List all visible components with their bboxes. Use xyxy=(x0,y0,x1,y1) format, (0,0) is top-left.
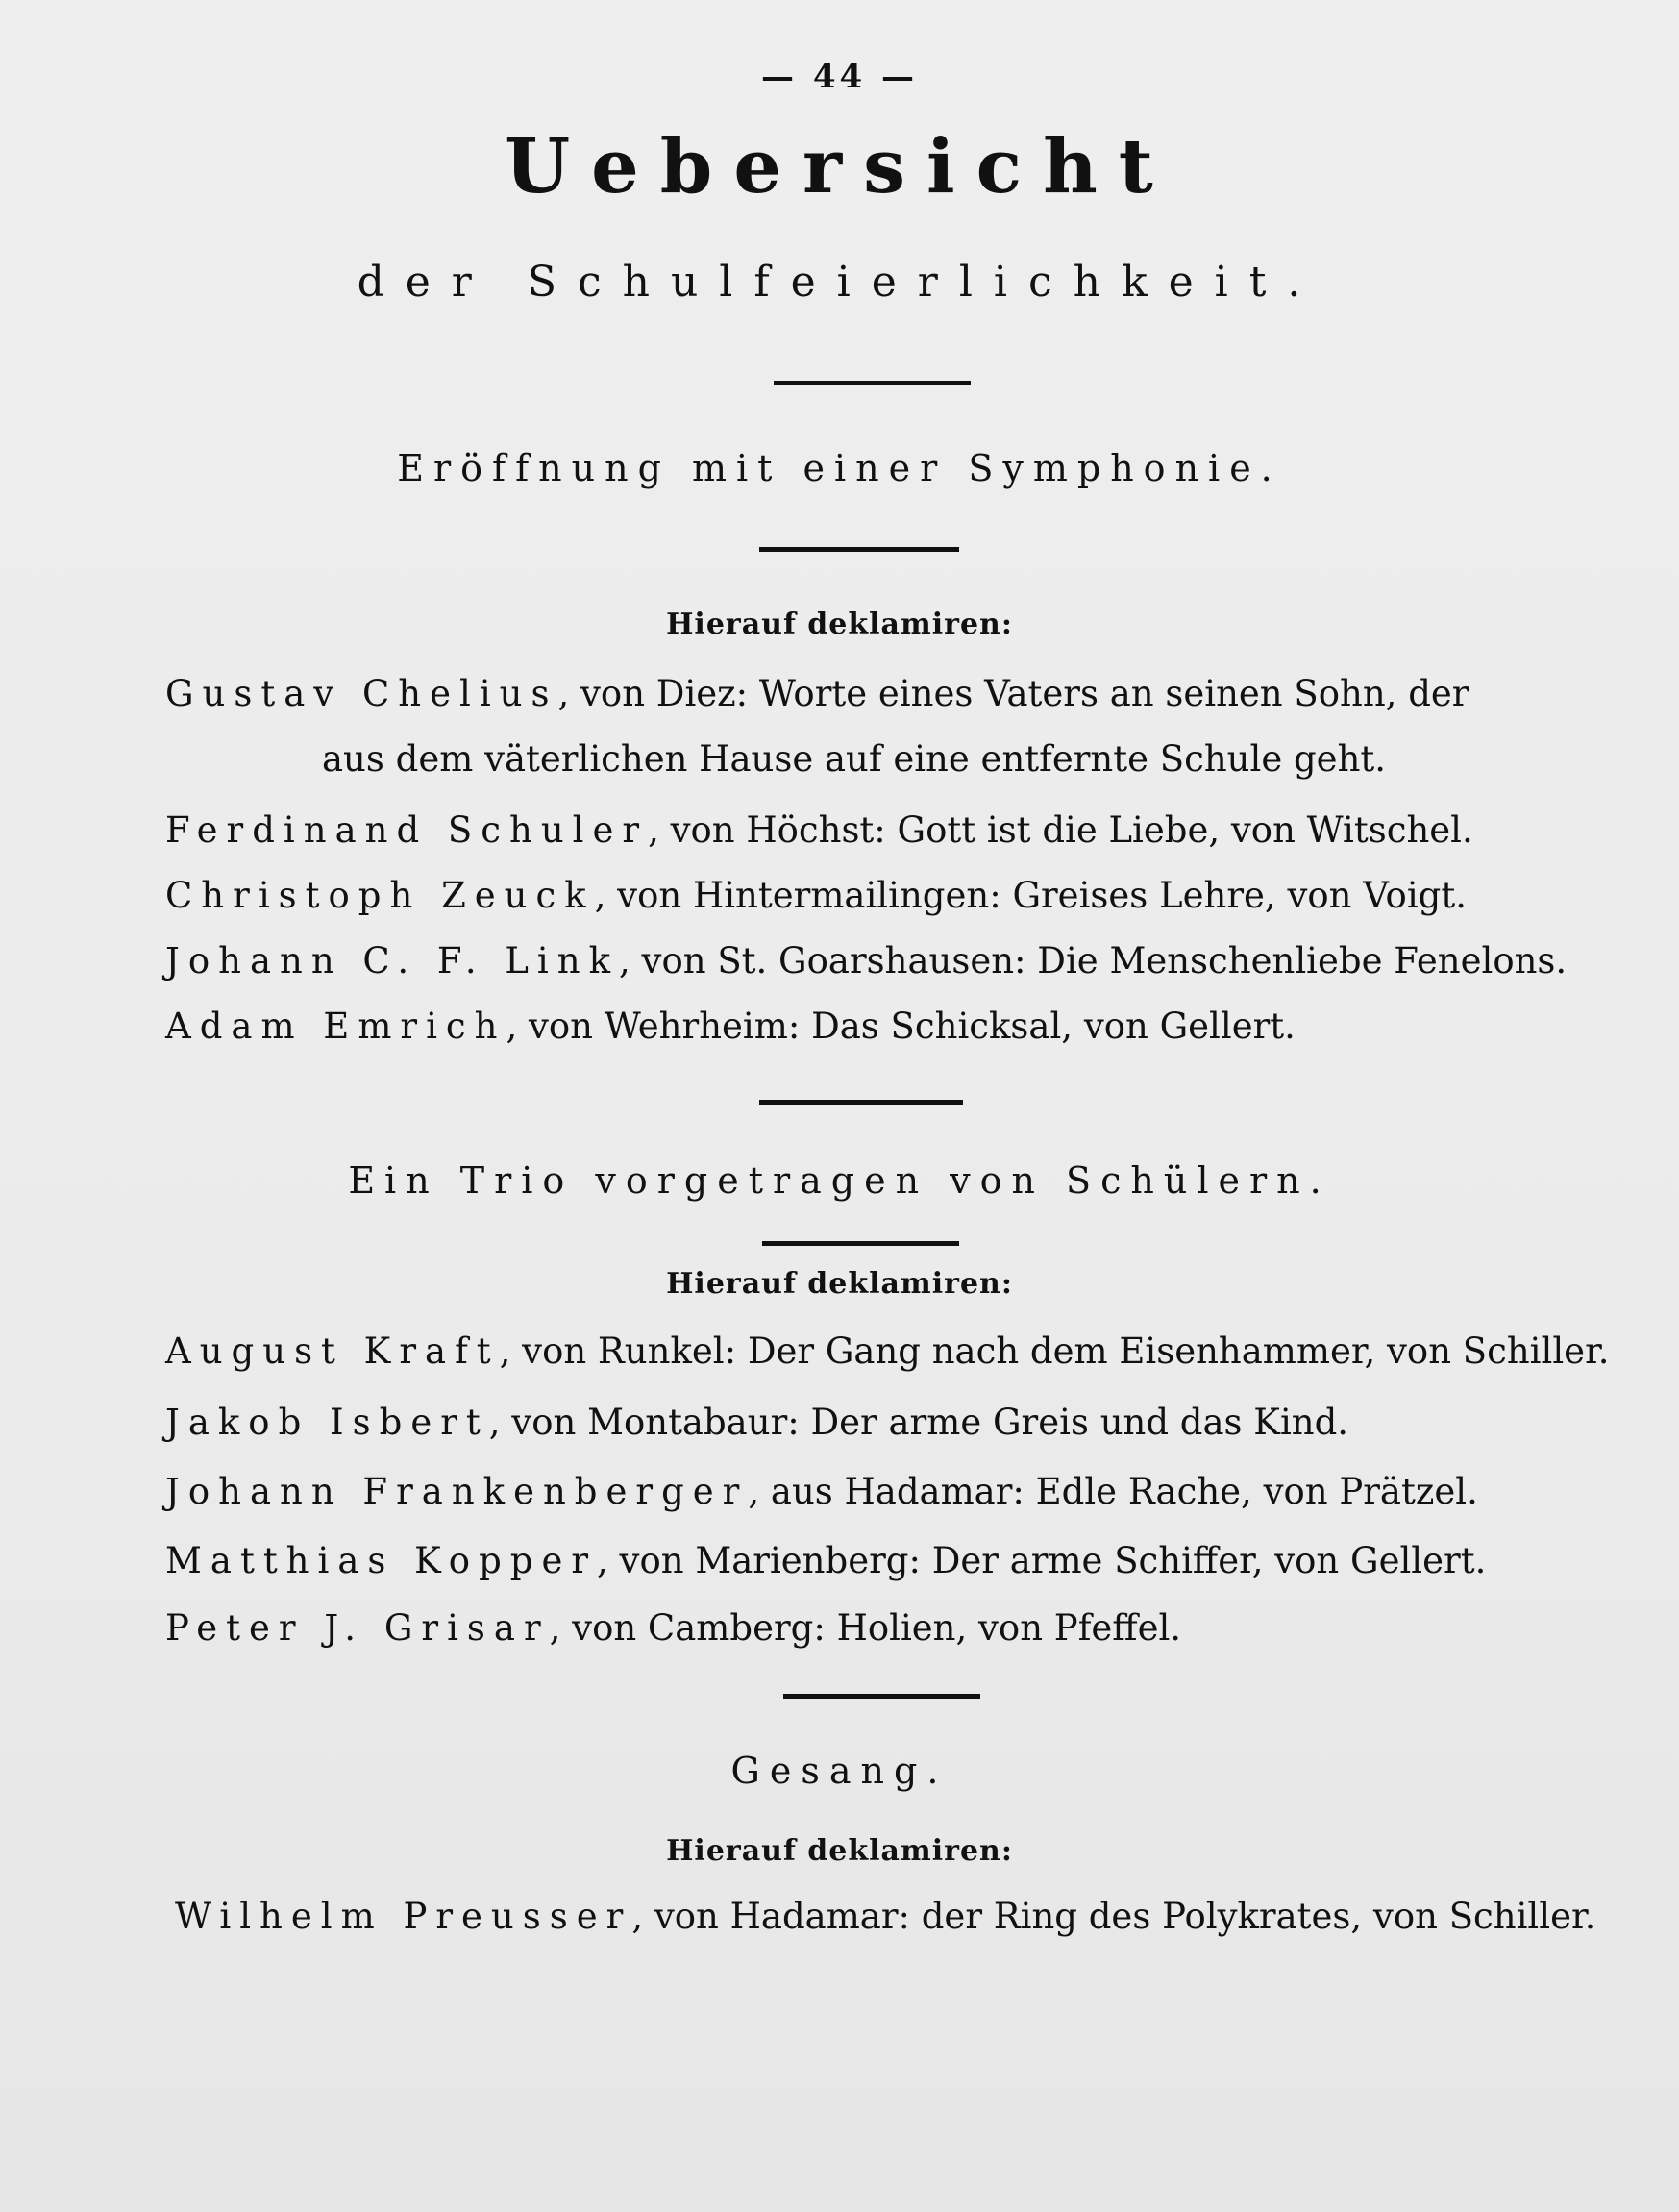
recitation-entry xyxy=(165,1402,1588,1443)
divider-rule xyxy=(762,1241,959,1246)
recitation-text: , von Wehrheim: Das Schicksal, von Gellert. xyxy=(506,1006,1296,1047)
recitation-entry xyxy=(165,673,1588,714)
section-subheading: Hierauf deklamiren: xyxy=(666,1834,1013,1868)
recitation-entry xyxy=(165,875,1588,916)
recitation-entry xyxy=(165,1540,1588,1581)
recitation-entry xyxy=(175,1896,1597,1937)
recitation-text: , von Hintermailingen: Greises Lehre, von Voigt. xyxy=(594,875,1467,916)
section-heading-song: Gesang. xyxy=(730,1750,949,1792)
divider-rule xyxy=(774,381,971,385)
divider-rule xyxy=(759,1100,963,1105)
page-subtitle: der Schulfeierlichkeit. xyxy=(357,258,1322,307)
recitation-entry xyxy=(165,1471,1588,1512)
section-subheading: Hierauf deklamiren: xyxy=(666,608,1013,641)
divider-rule xyxy=(759,547,959,552)
speaker-name: Gustav Chelius xyxy=(165,673,558,714)
recitation-entry-continuation: aus dem väterlichen Hause auf eine entfernte Schule geht. xyxy=(322,738,1387,780)
recitation-text: , von Hadamar: der Ring des Polykrates, von Schiller. xyxy=(631,1896,1596,1937)
recitation-entry xyxy=(165,940,1588,982)
recitation-text: , von Marienberg: Der arme Schiffer, von Gellert. xyxy=(597,1540,1487,1581)
recitation-text: , von Camberg: Holien, von Pfeffel. xyxy=(549,1607,1182,1649)
recitation-entry xyxy=(165,809,1588,851)
recitation-text: , von St. Goarshausen: Die Menschenliebe Fenelons. xyxy=(619,940,1568,982)
page-title: Uebersicht xyxy=(505,123,1174,211)
speaker-name: Wilhelm Preusser xyxy=(175,1896,632,1937)
section-heading-opening: Eröffnung mit einer Symphonie. xyxy=(397,447,1282,489)
recitation-text: , von Höchst: Gott ist die Liebe, von Witschel. xyxy=(648,809,1473,851)
section-subheading: Hierauf deklamiren: xyxy=(666,1267,1013,1301)
section-heading-trio: Ein Trio vorgetragen von Schülern. xyxy=(348,1159,1331,1202)
recitation-text: , von Runkel: Der Gang nach dem Eisenhammer, von Schiller. xyxy=(499,1330,1610,1372)
recitation-entry xyxy=(165,1607,1588,1649)
speaker-name: Matthias Kopper xyxy=(165,1540,598,1581)
recitation-entry xyxy=(165,1330,1610,1372)
page-number: — 44 — xyxy=(761,58,918,96)
recitation-text: , von Diez: Worte eines Vaters an seinen Sohn, der xyxy=(557,673,1469,714)
speaker-name: Jakob Isbert xyxy=(165,1402,489,1443)
speaker-name: Johann Frankenberger xyxy=(165,1471,749,1512)
divider-rule xyxy=(783,1694,980,1699)
speaker-name: Adam Emrich xyxy=(165,1006,506,1047)
speaker-name: Ferdinand Schuler xyxy=(165,809,649,851)
speaker-name: Peter J. Grisar xyxy=(165,1607,550,1649)
recitation-text: , von Montabaur: Der arme Greis und das Kind. xyxy=(488,1402,1349,1443)
recitation-text: , aus Hadamar: Edle Rache, von Prätzel. xyxy=(748,1471,1478,1512)
speaker-name: Johann C. F. Link xyxy=(165,940,620,982)
speaker-name: August Kraft xyxy=(165,1330,500,1372)
speaker-name: Christoph Zeuck xyxy=(165,875,595,916)
recitation-entry xyxy=(165,1006,1588,1047)
